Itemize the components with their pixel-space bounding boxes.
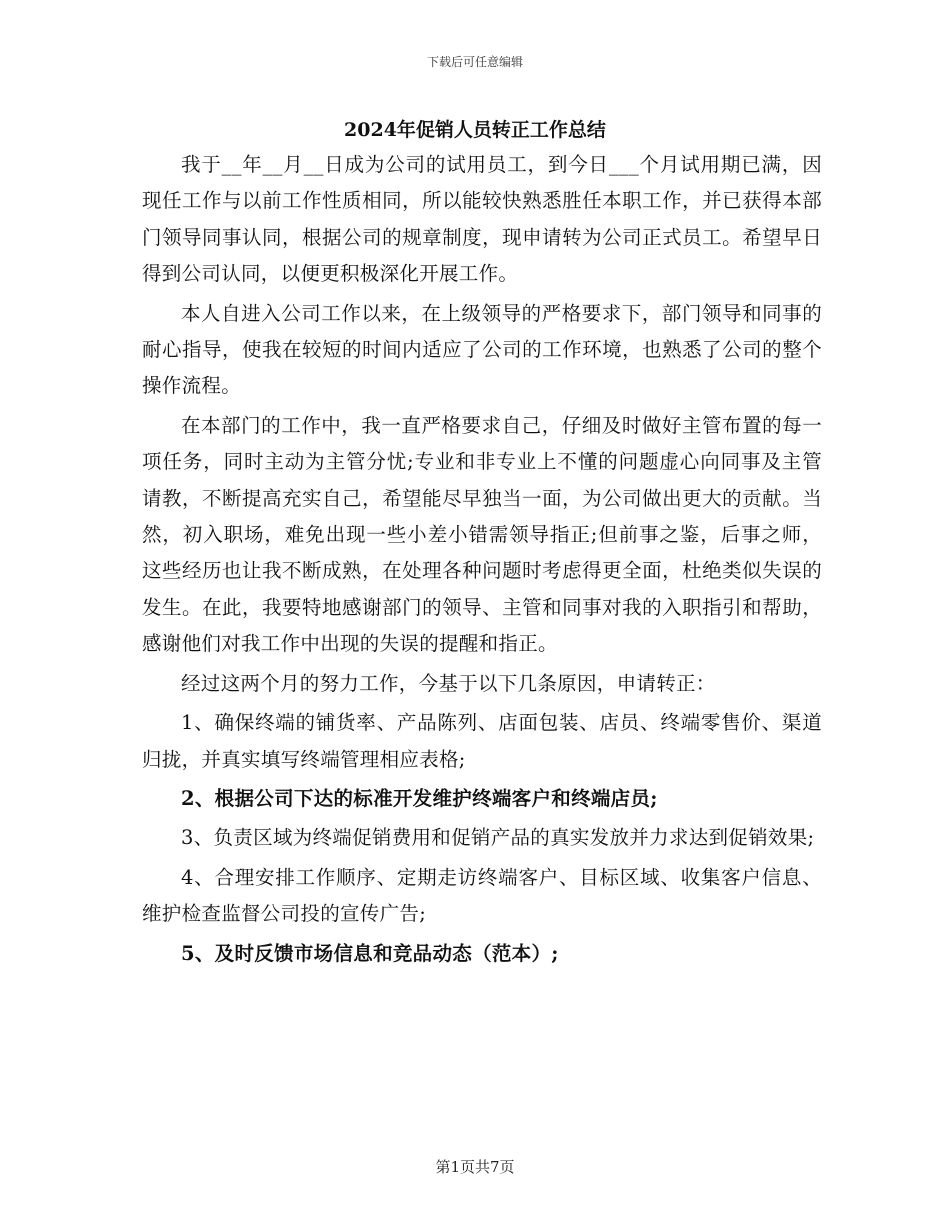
paragraph-4: 经过这两个月的努力工作，今基于以下几条原因，申请转正：: [181, 671, 716, 695]
page-number: 第1页共7页: [435, 1158, 515, 1176]
paragraph-2: 本人自进入公司工作以来，在上级领导的严格要求下，部门领导和同事的耐心指导，使我在较短的时间内适应了公司的工作环境，也熟悉了公司的整个操作流程。: [142, 301, 822, 398]
list-item-1: 1、确保终端的铺货率、产品陈列、店面包装、店员、终端零售价、渠道归拢，并真实填写终端管理相应表格;: [142, 711, 822, 771]
paragraph-1: 我于__年__月__日成为公司的试用员工，到今日___个月试用期已满，因现任工作与以前工作性质相同，所以能较快熟悉胜任本职工作，并已获得本部门领导同事认同，根据公司的规章制度，现申请转为公司正式员工。希望早日得到公司认同，以便更积极深化开展工作。: [142, 153, 822, 286]
paragraph-3: 在本部门的工作中，我一直严格要求自己，仔细及时做好主管布置的每一项任务，同时主动为主管分忧;专业和非专业上不懂的问题虚心向同事及主管请教，不断提高充实自己，希望能尽早独当一面，为公司做出更大的贡献。当然，初入职场，难免出现一些小差小错需领导指正;但前事之鉴，后事之师，这些经历也让我不断成熟，在处理各种问题时考虑得更全面，杜绝类似失误的发生。在此，我要特地感谢部门的领导、主管和同事对我的入职指引和帮助，感谢他们对我工作中出现的失误的提醒和指正。: [142, 413, 822, 656]
list-item-2: 2、根据公司下达的标准开发维护终端客户和终端店员;: [181, 786, 658, 810]
header-note-text: 下载后可任意编辑: [426, 55, 523, 69]
list-item-5: 5、及时反馈市场信息和竞品动态（范本）;: [181, 941, 559, 965]
document-body: [142, 147, 822, 975]
list-item-3: 3、负责区域为终端促销费用和促销产品的真实发放并力求达到促销效果;: [181, 826, 815, 850]
list-item-4: 4、合理安排工作顺序、定期走访终端客户、目标区域、收集客户信息、维护检查监督公司投的宣传广告;: [142, 865, 822, 926]
document-title: 2024年促销人员转正工作总结: [344, 119, 606, 141]
